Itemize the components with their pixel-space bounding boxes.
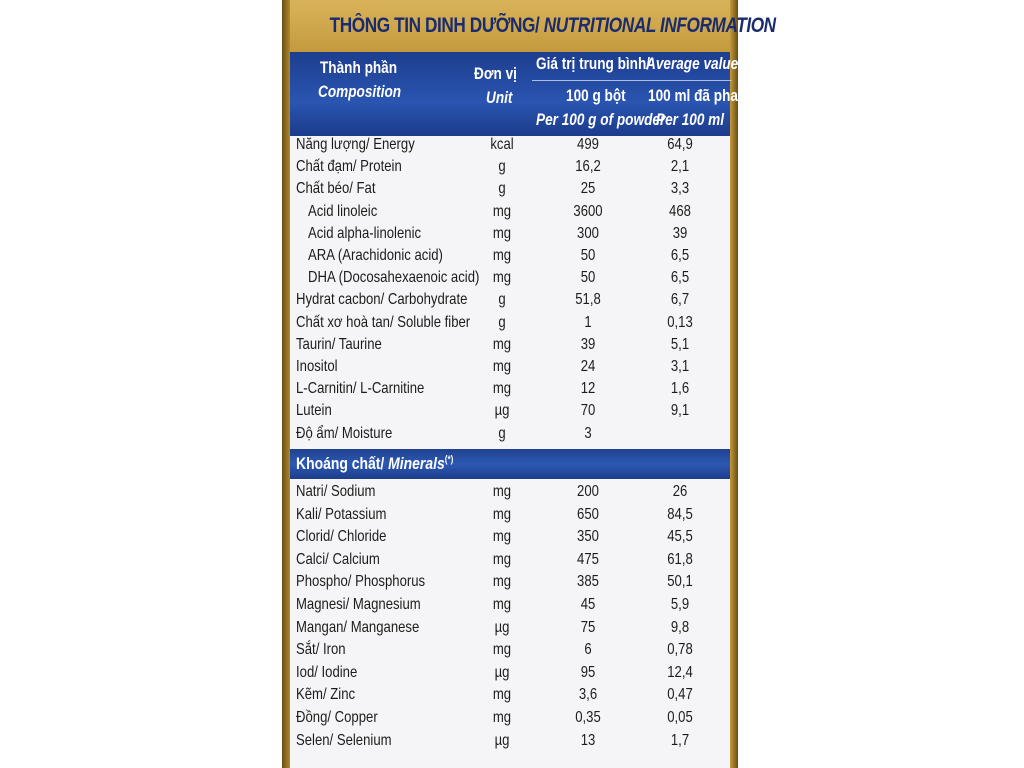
row-name: L-Carnitin/ L-Carnitine <box>296 380 425 398</box>
row-unit: mg <box>492 550 512 568</box>
row-name: Acid linoleic <box>308 202 378 220</box>
row-per-100ml: 6,7 <box>670 291 690 309</box>
header-unit-vi: Đơn vị <box>474 64 517 83</box>
nutrient-row <box>290 425 730 447</box>
row-per-100ml: 0,13 <box>667 313 693 331</box>
gold-border-left <box>282 0 290 768</box>
row-per-100g: 50 <box>580 247 596 264</box>
row-name: Mangan/ Manganese <box>296 618 420 636</box>
row-per-100g: 70 <box>580 402 596 420</box>
row-per-100ml: 3,3 <box>670 180 690 198</box>
row-per-100ml: 9,8 <box>670 618 690 636</box>
nutrient-row <box>290 358 730 380</box>
mineral-row <box>290 619 730 641</box>
row-per-100ml: 0,47 <box>667 686 693 704</box>
mineral-row <box>290 483 730 505</box>
row-unit: mg <box>492 573 512 591</box>
row-per-100ml: 2,1 <box>670 158 690 176</box>
row-unit: µg <box>494 402 510 420</box>
mineral-row <box>290 709 730 731</box>
mineral-row <box>290 664 730 686</box>
row-per-100g: 3,6 <box>578 686 598 704</box>
row-name: Inositol <box>296 358 338 375</box>
minerals-title-en: Minerals <box>388 454 445 473</box>
row-name: ARA (Arachidonic acid) <box>308 247 443 264</box>
row-unit: mg <box>492 686 512 704</box>
row-per-100ml: 468 <box>669 202 691 220</box>
table-header <box>290 52 739 136</box>
row-name: Taurin/ Taurine <box>296 335 382 353</box>
row-unit: mg <box>492 335 512 353</box>
row-per-100ml: 6,5 <box>670 247 690 264</box>
row-unit: mg <box>492 709 512 726</box>
row-per-100ml: 61,8 <box>667 550 693 568</box>
nutrient-row <box>290 180 730 202</box>
mineral-row <box>290 551 730 573</box>
row-per-100g: 75 <box>580 618 596 636</box>
row-name: Kẽm/ Zinc <box>296 686 356 704</box>
title-band <box>290 0 776 52</box>
title-vi: THÔNG TIN DINH DƯỠNG/ <box>329 14 540 37</box>
header-col2-en: Per 100 ml <box>656 110 725 129</box>
row-per-100g: 300 <box>577 224 599 242</box>
row-unit: µg <box>494 663 510 681</box>
row-unit: mg <box>492 380 512 398</box>
row-per-100ml: 26 <box>672 483 688 500</box>
row-unit: mg <box>492 269 512 287</box>
row-per-100ml: 3,1 <box>670 358 690 375</box>
row-per-100ml: 0,78 <box>667 641 693 659</box>
row-per-100ml: 5,1 <box>670 335 690 353</box>
row-name: Kali/ Potassium <box>296 505 387 523</box>
row-per-100g: 350 <box>577 528 599 546</box>
row-unit: mg <box>492 596 512 613</box>
nutrient-row <box>290 291 730 313</box>
row-per-100g: 13 <box>580 731 596 749</box>
row-per-100ml: 12,4 <box>667 663 693 681</box>
nutrient-row <box>290 380 730 402</box>
row-name: Chất béo/ Fat <box>296 180 376 198</box>
nutrient-row <box>290 225 730 247</box>
row-name: DHA (Docosahexaenoic acid) <box>308 269 480 287</box>
row-unit: mg <box>492 224 512 242</box>
minerals-title <box>296 454 453 474</box>
row-name: Sắt/ Iron <box>296 641 346 659</box>
row-unit: mg <box>492 641 512 659</box>
row-unit: mg <box>492 247 512 264</box>
row-name: Selen/ Selenium <box>296 731 392 749</box>
row-per-100ml: 1,7 <box>670 731 690 749</box>
header-col1-en: Per 100 g of powder <box>536 110 666 129</box>
mineral-row <box>290 506 730 528</box>
title-en: NUTRITIONAL INFORMATION <box>543 14 776 37</box>
header-average-en: Average value <box>646 54 739 73</box>
row-per-100g: 200 <box>577 483 599 500</box>
row-unit: mg <box>492 358 512 375</box>
row-per-100g: 25 <box>580 180 596 198</box>
row-unit: g <box>498 180 506 198</box>
row-name: Magnesi/ Magnesium <box>296 596 421 613</box>
row-per-100ml: 50,1 <box>667 573 693 591</box>
minerals-title-vi: Khoáng chất/ <box>296 454 385 473</box>
row-per-100ml: 0,05 <box>667 709 693 726</box>
row-name: Hydrat cacbon/ Carbohydrate <box>296 291 468 309</box>
header-divider <box>532 80 732 81</box>
row-per-100g: 6 <box>584 641 592 659</box>
nutrient-row <box>290 402 730 424</box>
row-per-100g: 3600 <box>573 202 603 220</box>
page-title <box>329 14 776 38</box>
row-per-100g: 51,8 <box>575 291 601 309</box>
row-name: Clorid/ Chloride <box>296 528 387 546</box>
row-name: Lutein <box>296 402 332 420</box>
row-per-100g: 45 <box>580 596 596 613</box>
row-name: Năng lượng/ Energy <box>296 136 415 153</box>
header-col2-vi: 100 ml đã pha <box>648 86 738 105</box>
row-per-100g: 0,35 <box>575 709 601 726</box>
row-name: Iod/ Iodine <box>296 663 358 681</box>
mineral-row <box>290 686 730 708</box>
row-unit: g <box>498 313 506 331</box>
minerals-note: (*) <box>444 454 454 466</box>
row-per-100g: 12 <box>580 380 596 398</box>
minerals-header <box>290 449 730 479</box>
nutrient-row <box>290 247 730 269</box>
row-unit: kcal <box>490 136 514 153</box>
row-per-100g: 475 <box>577 550 599 568</box>
row-per-100g: 499 <box>577 136 599 153</box>
row-per-100ml: 9,1 <box>670 402 690 420</box>
mineral-row <box>290 641 730 663</box>
row-name: Acid alpha-linolenic <box>308 224 422 242</box>
mineral-row <box>290 732 730 754</box>
row-unit: µg <box>494 731 510 749</box>
row-per-100g: 39 <box>580 335 596 353</box>
row-unit: mg <box>492 528 512 546</box>
header-composition-en: Composition <box>318 82 402 101</box>
row-per-100ml: 6,5 <box>670 269 690 287</box>
header-col1-vi: 100 g bột <box>566 86 626 105</box>
nutrient-row <box>290 158 730 180</box>
gold-border-right <box>730 0 738 768</box>
row-unit: mg <box>492 202 512 220</box>
row-per-100g: 24 <box>580 358 596 375</box>
nutrient-row <box>290 269 730 291</box>
header-average-vi: Giá trị trung bình/ <box>536 54 651 73</box>
row-per-100g: 650 <box>577 505 599 523</box>
row-unit: mg <box>492 483 512 500</box>
row-unit: g <box>498 158 506 176</box>
row-name: Đồng/ Copper <box>296 709 378 726</box>
header-unit-en: Unit <box>486 88 513 107</box>
row-name: Chất đạm/ Protein <box>296 158 402 176</box>
row-name: Calci/ Calcium <box>296 550 380 568</box>
row-name: Phospho/ Phosphorus <box>296 573 426 591</box>
mineral-row <box>290 573 730 595</box>
row-per-100g: 95 <box>580 663 596 681</box>
row-name: Độ ẩm/ Moisture <box>296 424 393 442</box>
mineral-row <box>290 596 730 618</box>
row-unit: g <box>498 424 506 442</box>
nutrient-row <box>290 136 730 158</box>
row-unit: µg <box>494 618 510 636</box>
row-per-100ml: 1,6 <box>670 380 690 398</box>
row-per-100ml: 45,5 <box>667 528 693 546</box>
row-per-100g: 385 <box>577 573 599 591</box>
nutrient-row <box>290 336 730 358</box>
row-per-100g: 1 <box>584 313 592 331</box>
row-name: Chất xơ hoà tan/ Soluble fiber <box>296 313 471 331</box>
row-per-100ml: 84,5 <box>667 505 693 523</box>
row-per-100g: 3 <box>584 424 592 442</box>
row-per-100ml: 39 <box>672 224 688 242</box>
row-per-100ml: 64,9 <box>667 136 693 153</box>
header-composition-vi: Thành phần <box>320 58 398 77</box>
row-name: Natri/ Sodium <box>296 483 376 500</box>
mineral-row <box>290 528 730 550</box>
nutrient-row <box>290 314 730 336</box>
row-unit: g <box>498 291 506 309</box>
nutrient-row <box>290 203 730 225</box>
row-per-100g: 50 <box>580 269 596 287</box>
row-unit: mg <box>492 505 512 523</box>
row-per-100ml: 5,9 <box>670 596 690 613</box>
row-per-100g: 16,2 <box>575 158 601 176</box>
